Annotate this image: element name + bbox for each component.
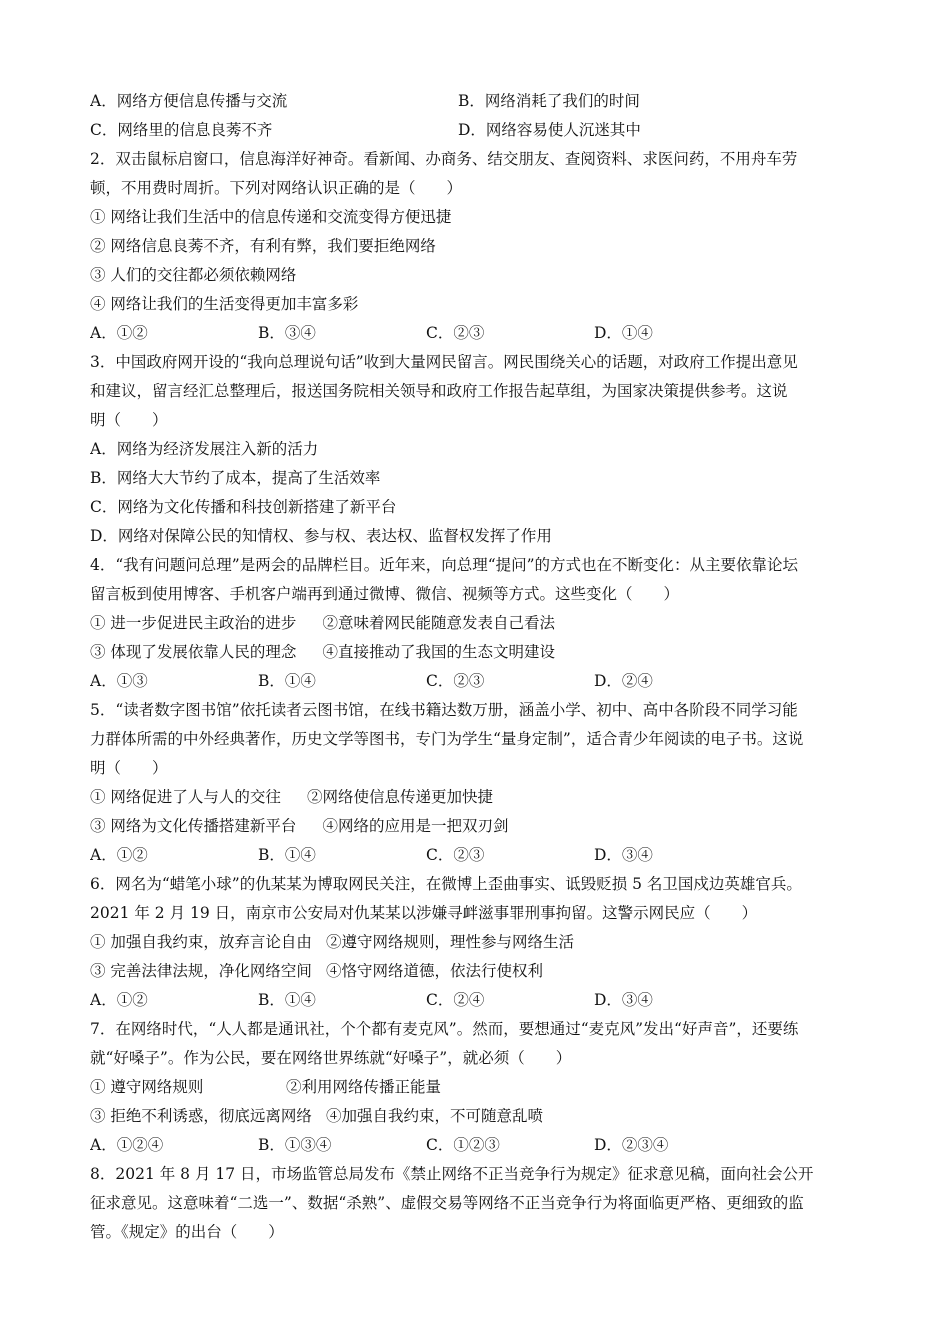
statement-row	[90, 1073, 860, 1102]
statement: ④恪守网络道德，依法行使权利	[325, 962, 543, 980]
answer-options-row	[90, 319, 860, 348]
option-b: B．①③④	[258, 1136, 332, 1154]
statement: ②遵守网络规则，理性参与网络生活	[325, 933, 574, 951]
question-stem-line: 顿，不用费时周折。下列对网络认识正确的是（ ）	[90, 179, 463, 197]
statement: ④加强自我约束，不可随意乱喷	[325, 1107, 543, 1125]
option-b: B．③④	[258, 324, 316, 342]
option-d: D．③④	[594, 846, 653, 864]
exam-page	[90, 87, 860, 1247]
option-c: C．②③	[426, 846, 485, 864]
statement: ① 进一步促进民主政治的进步	[90, 614, 297, 632]
question-4	[90, 551, 860, 696]
q1-option-d: D．网络容易使人沉迷其中	[458, 121, 641, 139]
option-d: D．①④	[594, 324, 653, 342]
statement-row	[90, 783, 860, 812]
question-stem-line: 7．在网络时代，“人人都是通讯社，个个都有麦克风”。然而，要想通过“麦克风”发出“好声音”，还要练	[90, 1020, 799, 1038]
q1-options-row-1	[90, 87, 860, 116]
option-d: D．②③④	[594, 1136, 669, 1154]
question-stem-line: 5．“读者数字图书馆”依托读者云图书馆，在线书籍达数万册，涵盖小学、初中、高中各阶段不同学习能	[90, 701, 798, 719]
option-a: A．①②	[90, 991, 148, 1009]
question-stem-line: 明（ ）	[90, 759, 168, 777]
option-a: A．①②④	[90, 1136, 164, 1154]
statement: ②网络使信息传递更加快捷	[306, 788, 493, 806]
question-stem-line: 征求意见。这意味着“二选一”、数据“杀熟”、虚假交易等网络不正当竞争行为将面临更严格、更细致的监	[90, 1194, 804, 1212]
option-a: A．①③	[90, 672, 148, 690]
option-a: A．①②	[90, 324, 148, 342]
question-3	[90, 348, 860, 551]
option-c: C．网络为文化传播和科技创新搭建了新平台	[90, 498, 397, 516]
statement: ① 网络促进了人与人的交往	[90, 788, 281, 806]
option-b: B．①④	[258, 846, 316, 864]
option-d: D．③④	[594, 991, 653, 1009]
statement-line: ② 网络信息良莠不齐，有利有弊，我们要拒绝网络	[90, 237, 436, 255]
question-stem-line: 明（ ）	[90, 411, 168, 429]
q1-option-a: A．网络方便信息传播与交流	[90, 92, 288, 110]
statement-row	[90, 812, 860, 841]
question-stem-line: 管。《规定》的出台（ ）	[90, 1223, 284, 1241]
option-c: C．②③	[426, 324, 485, 342]
statement: ③ 拒绝不利诱惑，彻底远离网络	[90, 1107, 312, 1125]
question-2	[90, 145, 860, 348]
option-d: D．网络对保障公民的知情权、参与权、表达权、监督权发挥了作用	[90, 527, 552, 545]
question-stem-line: 6．网名为“蜡笔小球”的仇某某为博取网民关注，在微博上歪曲事实、诋毁贬损 5 名卫国戍边英雄官兵。	[90, 875, 802, 893]
answer-options-row	[90, 986, 860, 1015]
question-stem-line: 就“好嗓子”。作为公民，要在网络世界练就“好嗓子”，就必须（ ）	[90, 1049, 572, 1067]
answer-options-row	[90, 667, 860, 696]
statement-row	[90, 638, 860, 667]
question-stem-line: 留言板到使用博客、手机客户端再到通过微博、微信、视频等方式。这些变化（ ）	[90, 585, 680, 603]
option-a: A．①②	[90, 846, 148, 864]
option-c: C．①②③	[426, 1136, 500, 1154]
option-b: B．网络大大节约了成本，提高了生活效率	[90, 469, 381, 487]
option-b: B．①④	[258, 672, 316, 690]
statement: ① 遵守网络规则	[90, 1078, 204, 1096]
question-stem-line: 3．中国政府网开设的“我向总理说句话”收到大量网民留言。网民围绕关心的话题，对政府工作提出意见	[90, 353, 798, 371]
statement: ④网络的应用是一把双刃剑	[322, 817, 509, 835]
statement-line: ④ 网络让我们的生活变得更加丰富多彩	[90, 295, 359, 313]
option-c: C．②④	[426, 991, 485, 1009]
option-c: C．②③	[426, 672, 485, 690]
answer-options-row	[90, 841, 860, 870]
q1-option-b: B．网络消耗了我们的时间	[458, 92, 640, 110]
statement: ③ 完善法律法规，净化网络空间	[90, 962, 312, 980]
statement-row	[90, 609, 860, 638]
q1-options-row-2	[90, 116, 860, 145]
question-stem-line: 力群体所需的中外经典著作，历史文学等图书，专门为学生“量身定制”，适合青少年阅读的电子书。这说	[90, 730, 804, 748]
option-b: B．①④	[258, 991, 316, 1009]
question-7	[90, 1015, 860, 1160]
question-6	[90, 870, 860, 1015]
statement: ① 加强自我约束，放弃言论自由	[90, 933, 312, 951]
statement-row	[90, 928, 860, 957]
option-d: D．②④	[594, 672, 653, 690]
statement-row	[90, 957, 860, 986]
q1-option-c: C．网络里的信息良莠不齐	[90, 121, 273, 139]
question-stem-line: 和建议，留言经汇总整理后，报送国务院相关领导和政府工作报告起草组，为国家决策提供参考。这说	[90, 382, 788, 400]
answer-options-row	[90, 1131, 860, 1160]
question-stem-line: 2021 年 2 月 19 日，南京市公安局对仇某某以涉嫌寻衅滋事罪刑事拘留。这警示网民应（ ）	[90, 904, 758, 922]
question-stem-line: 8．2021 年 8 月 17 日，市场监管总局发布《禁止网络不正当竞争行为规定》征求意见稿，面向社会公开	[90, 1165, 814, 1183]
statement: ③ 体现了发展依靠人民的理念	[90, 643, 297, 661]
question-8	[90, 1160, 860, 1247]
option-a: A．网络为经济发展注入新的活力	[90, 440, 319, 458]
question-stem-line: 2．双击鼠标启窗口，信息海洋好神奇。看新闻、办商务、结交朋友、查阅资料、求医问药，不用舟车劳	[90, 150, 798, 168]
statement: ③ 网络为文化传播搭建新平台	[90, 817, 297, 835]
statement-line: ① 网络让我们生活中的信息传递和交流变得方便迅捷	[90, 208, 452, 226]
statement-line: ③ 人们的交往都必须依赖网络	[90, 266, 297, 284]
statement-row	[90, 1102, 860, 1131]
statement: ②利用网络传播正能量	[286, 1078, 442, 1096]
question-stem-line: 4．“我有问题问总理”是两会的品牌栏目。近年来，向总理“提问”的方式也在不断变化：从主要依靠论坛	[90, 556, 799, 574]
statement: ④直接推动了我国的生态文明建设	[322, 643, 555, 661]
question-5	[90, 696, 860, 870]
statement: ②意味着网民能随意发表自己看法	[322, 614, 555, 632]
